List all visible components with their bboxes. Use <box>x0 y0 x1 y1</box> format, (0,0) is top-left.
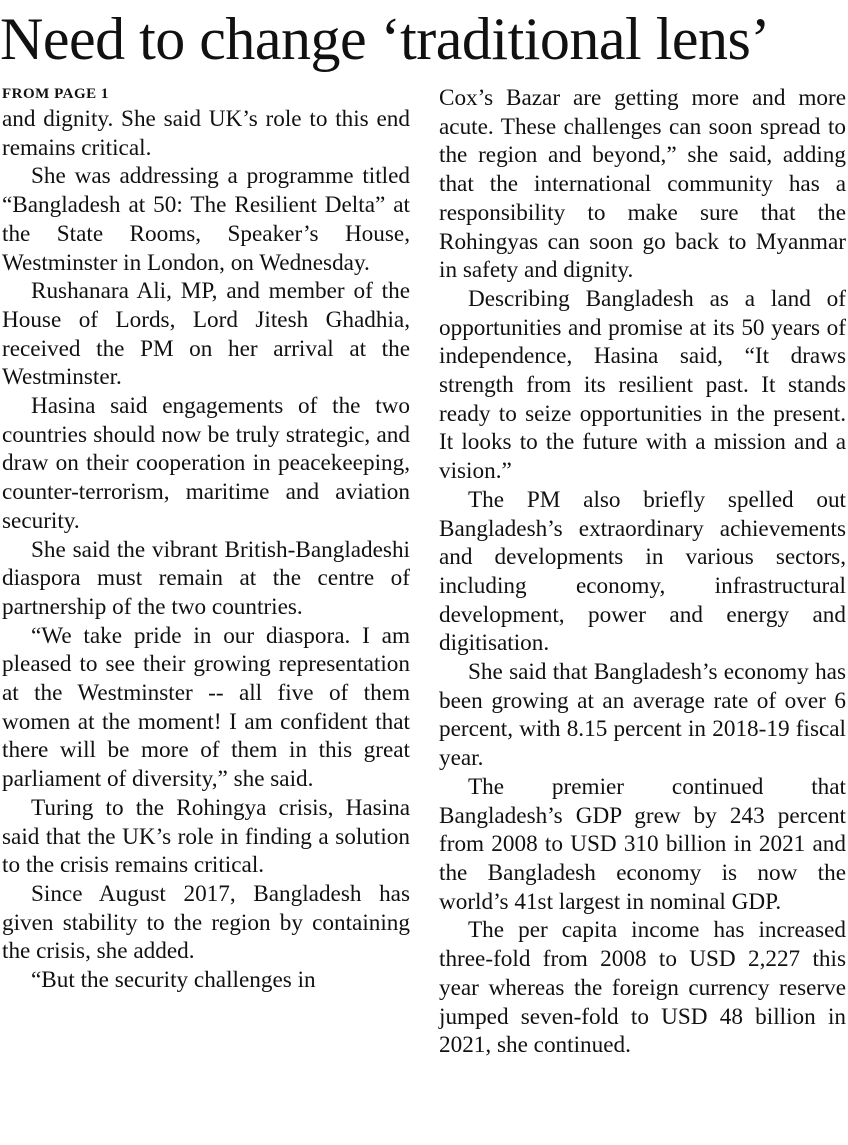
left-column <box>2 83 410 995</box>
kicker: FROM PAGE 1 <box>2 86 109 102</box>
paragraph: “But the security challenges in <box>31 967 316 994</box>
paragraph: Since August 2017, Bangladesh has given stability to the region by containing the crisis, she added. <box>2 880 410 965</box>
paragraph: Rushanara Ali, MP, and member of the House of Lords, Lord Jitesh Ghadhia, received the PM on her arrival at the Westminster. <box>2 278 410 391</box>
paragraph: The per capita income has increased three-fold from 2008 to USD 2,227 this year whereas the foreign currency reserve jumped seven-fold to USD 48 billion in 2021, she continued. <box>439 917 846 1059</box>
paragraph: Describing Bangladesh as a land of opportunities and promise at its 50 years of independence, Hasina said, “It draws strength from its resilient past. It stands ready to seize opportunities in the present. It looks to the future with a mission and a vision.” <box>439 285 846 485</box>
paragraph: Cox’s Bazar are getting more and more acute. These challenges can soon spread to the region and beyond,” she said, adding that the international community has a responsibility to make sure that the Rohingyas can soon go back to Myanmar in safety and dignity. <box>439 85 846 284</box>
paragraph: She said the vibrant British-Bangladeshi diaspora must remain at the centre of partnership of the two countries. <box>2 536 410 620</box>
paragraph: She was addressing a programme titled “Bangladesh at 50: The Resilient Delta” at the State Rooms, Speaker’s House, Westminster in London, on Wednesday. <box>2 163 410 276</box>
right-column <box>439 84 846 1060</box>
paragraph: The PM also briefly spelled out Bangladesh’s extraordinary achievements and developments in various sectors, including economy, infrastructural development, power and energy and digitisation. <box>439 486 846 657</box>
paragraph: and dignity. She said UK’s role to this end remains critical. <box>2 106 410 161</box>
paragraph: The premier continued that Bangladesh’s GDP grew by 243 percent from 2008 to USD 310 billion in 2021 and the Bangladesh economy is now the world’s 41st largest in nominal GDP. <box>439 773 846 915</box>
paragraph: Hasina said engagements of the two countries should now be truly strategic, and draw on their cooperation in peacekeeping, counter-terrorism, maritime and aviation security. <box>2 393 410 534</box>
paragraph: She said that Bangladesh’s economy has been growing at an average rate of over 6 percent, with 8.15 percent in 2018-19 fiscal year. <box>439 659 846 772</box>
paragraph: “We take pride in our diaspora. I am pleased to see their growing representation at the Westminster -- all five of them women at the moment! I am confident that there will be more of them in this great parliament of diversity,” she said. <box>2 622 410 793</box>
paragraph: Turing to the Rohingya crisis, Hasina said that the UK’s role in finding a solution to the crisis remains critical. <box>2 794 410 879</box>
headline: Need to change ‘traditional lens’ <box>0 6 770 72</box>
